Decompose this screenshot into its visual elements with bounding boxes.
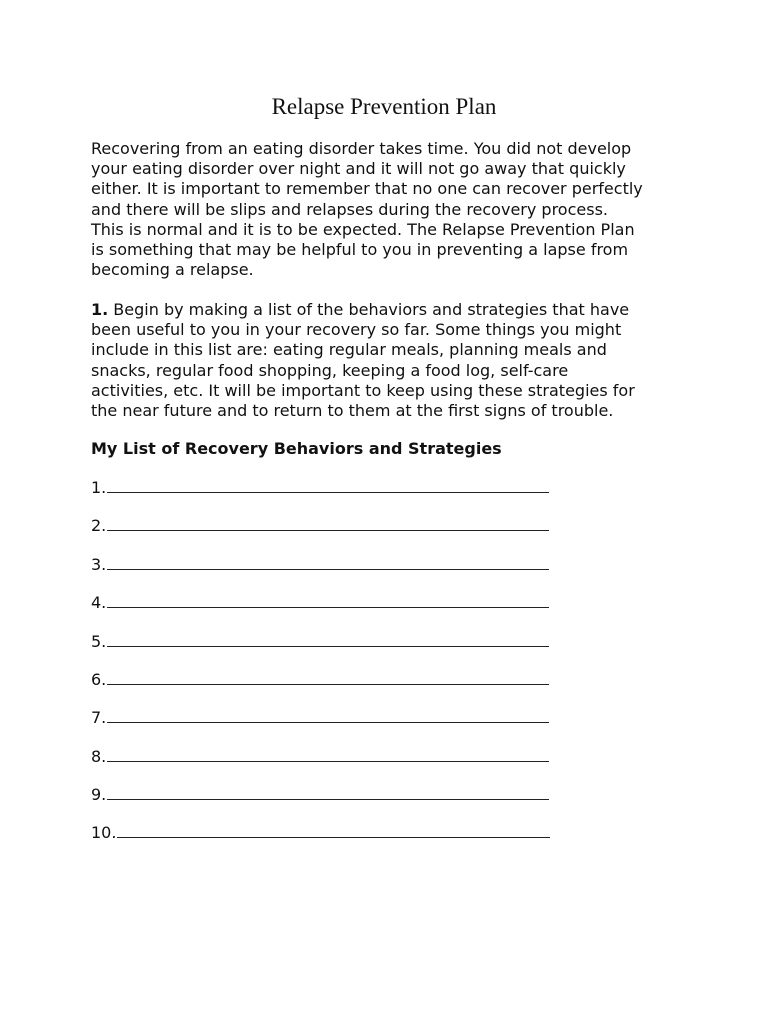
list-number: 3. — [91, 555, 107, 574]
list-item-10[interactable] — [91, 823, 550, 843]
intro-line: either. It is important to remember that no one can recover perfectly — [91, 179, 643, 199]
list-number: 10. — [91, 823, 117, 842]
step-1-paragraph — [91, 300, 635, 421]
step-number: 1. — [91, 300, 109, 319]
intro-line: is something that may be helpful to you in preventing a lapse from — [91, 240, 629, 260]
step-1-first-line — [91, 300, 635, 320]
fill-in-blank[interactable] — [107, 708, 549, 723]
step-1-line: include in this list are: eating regular meals, planning meals and — [91, 340, 607, 360]
fill-in-blank[interactable] — [107, 785, 549, 800]
list-item-1[interactable] — [91, 478, 549, 498]
intro-line: This is normal and it is to be expected. The Relapse Prevention Plan — [91, 219, 635, 239]
step-1-line: Begin by making a list of the behaviors and strategies that have — [108, 300, 630, 319]
list-item-6[interactable] — [91, 670, 549, 690]
list-heading: My List of Recovery Behaviors and Strategies — [91, 439, 502, 458]
list-item-2[interactable] — [91, 516, 549, 536]
list-number: 6. — [91, 670, 107, 689]
intro-line: becoming a relapse. — [91, 260, 254, 280]
fill-in-blank[interactable] — [107, 478, 549, 493]
list-number: 9. — [91, 785, 107, 804]
fill-in-blank[interactable] — [107, 593, 549, 608]
list-item-5[interactable] — [91, 632, 549, 652]
fill-in-blank[interactable] — [107, 670, 549, 685]
fill-in-blank[interactable] — [107, 555, 549, 570]
step-1-line: been useful to you in your recovery so far. Some things you might — [91, 320, 622, 340]
step-1-line: the near future and to return to them at the first signs of trouble. — [91, 401, 614, 421]
fill-in-blank[interactable] — [107, 632, 549, 647]
intro-line: and there will be slips and relapses during the recovery process. — [91, 199, 608, 219]
list-number: 8. — [91, 747, 107, 766]
list-item-4[interactable] — [91, 593, 549, 613]
list-item-9[interactable] — [91, 785, 549, 805]
step-1-line: activities, etc. It will be important to keep using these strategies for — [91, 380, 635, 400]
fill-in-blank[interactable] — [117, 823, 550, 838]
intro-paragraph — [91, 139, 643, 280]
list-number: 1. — [91, 478, 107, 497]
intro-line: your eating disorder over night and it will not go away that quickly — [91, 159, 626, 179]
list-item-7[interactable] — [91, 708, 549, 728]
list-number: 2. — [91, 516, 107, 535]
list-number: 4. — [91, 593, 107, 612]
list-item-3[interactable] — [91, 555, 549, 575]
list-number: 5. — [91, 632, 107, 651]
list-number: 7. — [91, 708, 107, 727]
intro-line: Recovering from an eating disorder takes time. You did not develop — [91, 139, 632, 158]
page-title: Relapse Prevention Plan — [271, 94, 497, 119]
step-1-line: snacks, regular food shopping, keeping a food log, self-care — [91, 360, 569, 380]
fill-in-blank[interactable] — [107, 516, 549, 531]
list-item-8[interactable] — [91, 747, 549, 767]
fill-in-blank[interactable] — [107, 747, 549, 762]
